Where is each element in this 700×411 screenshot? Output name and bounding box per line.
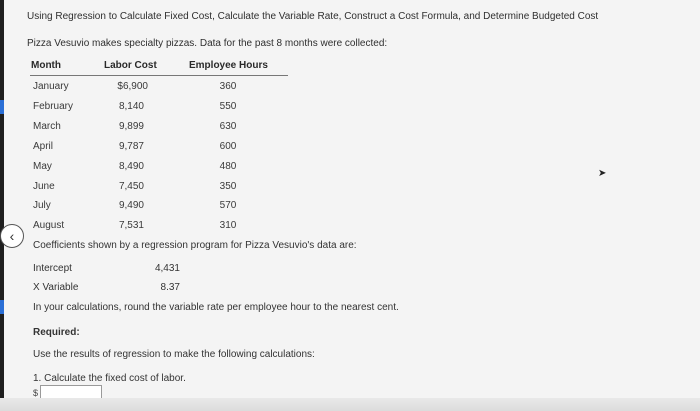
bottom-band xyxy=(0,398,700,411)
header-divider xyxy=(30,75,288,76)
page-title: Using Regression to Calculate Fixed Cost, Calculate the Variable Rate, Construct a Cost Formula, and Determine Budgeted Cost xyxy=(27,11,599,22)
cell-labor-cost: 8,490 xyxy=(118,161,144,172)
cell-employee-hours: 350 xyxy=(219,181,237,192)
cell-month: May xyxy=(33,161,52,172)
cell-labor-cost: $6,900 xyxy=(117,81,148,92)
cell-month: March xyxy=(33,121,61,132)
header-labor-cost: Labor Cost xyxy=(104,60,157,71)
left-edge-bar xyxy=(0,0,4,411)
cell-month: June xyxy=(33,181,55,192)
rounding-note: In your calculations, round the variable rate per employee hour to the nearest cent. xyxy=(33,302,399,313)
intercept-label: Intercept xyxy=(33,263,72,274)
question-1: 1. Calculate the fixed cost of labor. xyxy=(33,373,186,384)
cell-labor-cost: 9,899 xyxy=(118,121,144,132)
coefficients-note: Coefficients shown by a regression program for Pizza Vesuvio's data are: xyxy=(33,240,357,251)
cell-month: February xyxy=(33,101,74,112)
cell-employee-hours: 360 xyxy=(219,81,237,92)
mouse-pointer-icon: ➤ xyxy=(598,168,607,179)
cell-labor-cost: 7,450 xyxy=(118,181,144,192)
cell-month: April xyxy=(33,141,54,152)
cell-employee-hours: 310 xyxy=(219,220,237,231)
cell-employee-hours: 480 xyxy=(219,161,237,172)
left-edge-tick xyxy=(0,100,4,114)
header-employee-hours: Employee Hours xyxy=(189,60,268,71)
x-variable-label: X Variable xyxy=(33,282,79,293)
cell-labor-cost: 8,140 xyxy=(118,101,144,112)
cell-month: January xyxy=(33,81,69,92)
cell-month: July xyxy=(33,200,51,211)
x-variable-value: 8.37 xyxy=(160,282,180,293)
header-month: Month xyxy=(31,60,61,71)
cell-labor-cost: 7,531 xyxy=(118,220,144,231)
instructions-text: Use the results of regression to make the following calculations: xyxy=(33,349,315,360)
required-label: Required: xyxy=(33,327,80,338)
cell-labor-cost: 9,490 xyxy=(118,200,144,211)
cell-month: August xyxy=(33,220,65,231)
cell-employee-hours: 600 xyxy=(219,141,237,152)
currency-symbol: $ xyxy=(33,388,39,398)
cell-employee-hours: 570 xyxy=(219,200,237,211)
left-edge-tick xyxy=(0,300,4,314)
chevron-left-icon: ‹ xyxy=(9,228,15,244)
intro-text: Pizza Vesuvio makes specialty pizzas. Data for the past 8 months were collected: xyxy=(27,38,388,49)
cell-employee-hours: 630 xyxy=(219,121,237,132)
back-button[interactable] xyxy=(0,224,24,248)
cell-employee-hours: 550 xyxy=(219,101,237,112)
cell-labor-cost: 9,787 xyxy=(118,141,144,152)
intercept-value: 4,431 xyxy=(154,263,180,274)
